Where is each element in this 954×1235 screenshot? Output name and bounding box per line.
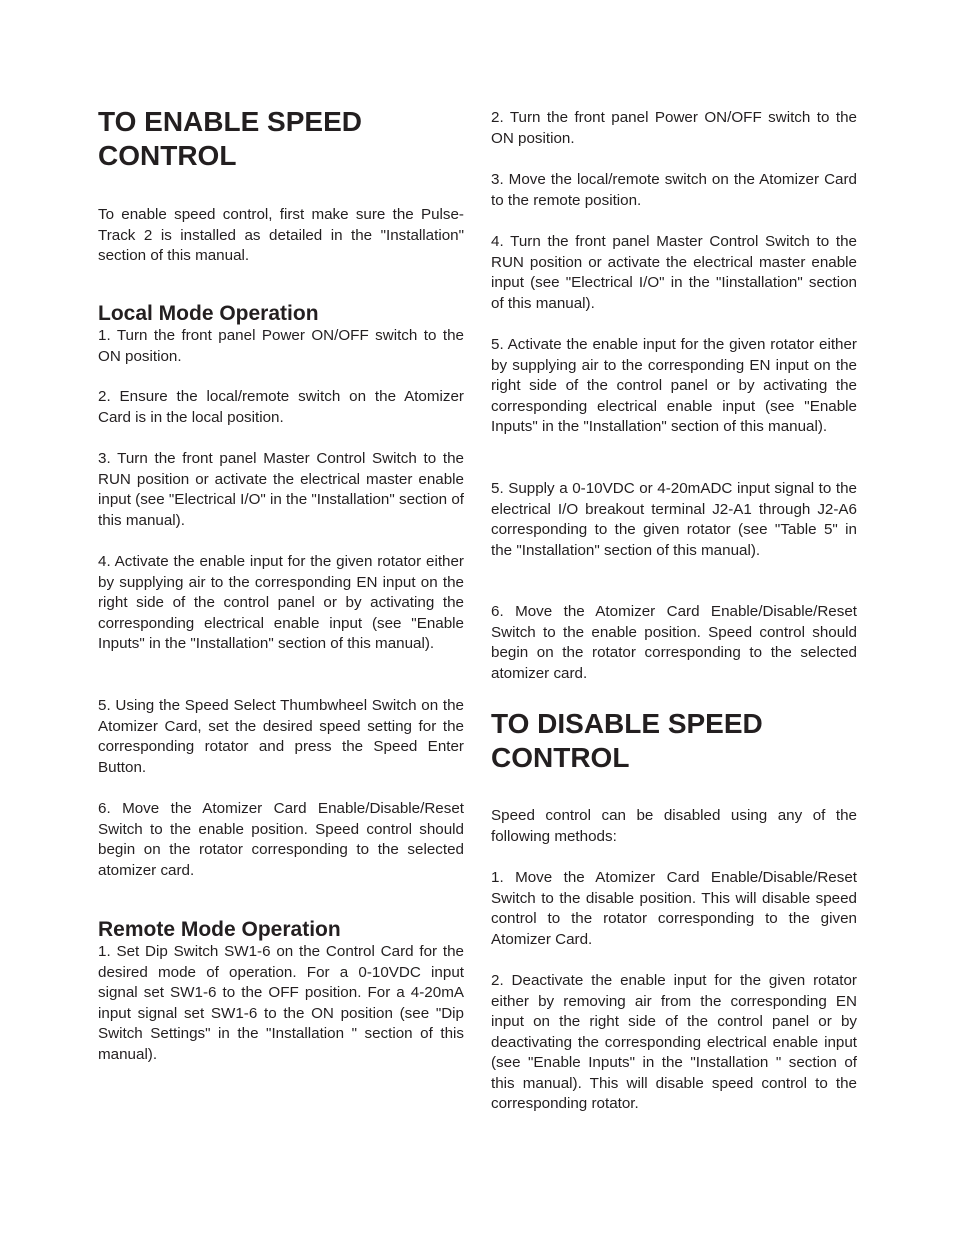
enable-intro: To enable speed control, first make sure the Pulse-Track 2 is installed as detailed in the "Installation" section of this manual. xyxy=(98,206,464,264)
disable-step-1: 1. Move the Atomizer Card Enable/Disable/Reset Switch to the disable position. This will disable speed control to the rotator corresponding to the given Atomizer Card. xyxy=(491,869,857,948)
local-step-3: 3. Turn the front panel Master Control Switch to the RUN position or activate the electrical master enable input (see "Electrical I/O" in the "Installation" section of this manual). xyxy=(98,450,464,529)
disable-intro: Speed control can be disabled using any of the following methods: xyxy=(491,807,857,845)
local-step-5: 5. Using the Speed Select Thumbwheel Switch on the Atomizer Card, set the desired speed setting for the corresponding rotator and press the Speed Enter Button. xyxy=(98,697,464,776)
local-step-2: 2. Ensure the local/remote switch on the Atomizer Card is in the local position. xyxy=(98,388,464,426)
local-step-4: 4. Activate the enable input for the given rotator either by supplying air to the corresponding EN input on the right side of the control panel or by activating the corresponding electrical enable input (see "Enable Inputs" in the "Installation" section of this manual). xyxy=(98,553,464,652)
local-step-1: 1. Turn the front panel Power ON/OFF switch to the ON position. xyxy=(98,327,464,365)
heading-disable-speed-control: TO DISABLE SPEED CONTROL xyxy=(491,708,763,773)
remote-step-2: 2. Turn the front panel Power ON/OFF switch to the ON position. xyxy=(491,109,857,147)
heading-local-mode: Local Mode Operation xyxy=(98,302,319,325)
remote-step-6: 6. Move the Atomizer Card Enable/Disable/Reset Switch to the enable position. Speed control should begin on the rotator corresponding to the selected atomizer card. xyxy=(491,603,857,682)
remote-step-1: 1. Set Dip Switch SW1-6 on the Control Card for the desired mode of operation. For a 0-10VDC input signal set SW1-6 to the OFF position. For a 4-20mA input signal set SW1-6 to the ON position (see "Dip Switch Settings" in the "Installation " section of this manual). xyxy=(98,943,464,1063)
remote-step-3: 3. Move the local/remote switch on the Atomizer Card to the remote position. xyxy=(491,171,857,209)
heading-enable-speed-control: TO ENABLE SPEED CONTROL xyxy=(98,106,362,171)
local-step-6: 6. Move the Atomizer Card Enable/Disable/Reset Switch to the enable position. Speed control should begin on the rotator corresponding to the selected atomizer card. xyxy=(98,800,464,879)
remote-step-5a: 5. Activate the enable input for the given rotator either by supplying air to the corresponding EN input on the right side of the control panel or by activating the corresponding electrical enable input (see "Enable Inputs" in the "Installation" section of this manual). xyxy=(491,336,857,435)
remote-step-4: 4. Turn the front panel Master Control Switch to the RUN position or activate the electrical master enable input (see "Electrical I/O" in the "Iinstallation" section of this manual). xyxy=(491,233,857,312)
disable-step-2: 2. Deactivate the enable input for the given rotator either by removing air from the corresponding EN input on the right side of the control panel or by deactivating the corresponding electrical enable input (see "Enable Inputs" in the "Installation " section of this manual). This will disable speed control to the corresponding rotator. xyxy=(491,972,857,1112)
heading-remote-mode: Remote Mode Operation xyxy=(98,918,341,941)
remote-step-5b: 5. Supply a 0-10VDC or 4-20mADC input signal to the electrical I/O breakout terminal J2-A1 through J2-A6 corresponding to the given rotator (see "Table 5" in the "Installation" section of this manual). xyxy=(491,480,857,559)
